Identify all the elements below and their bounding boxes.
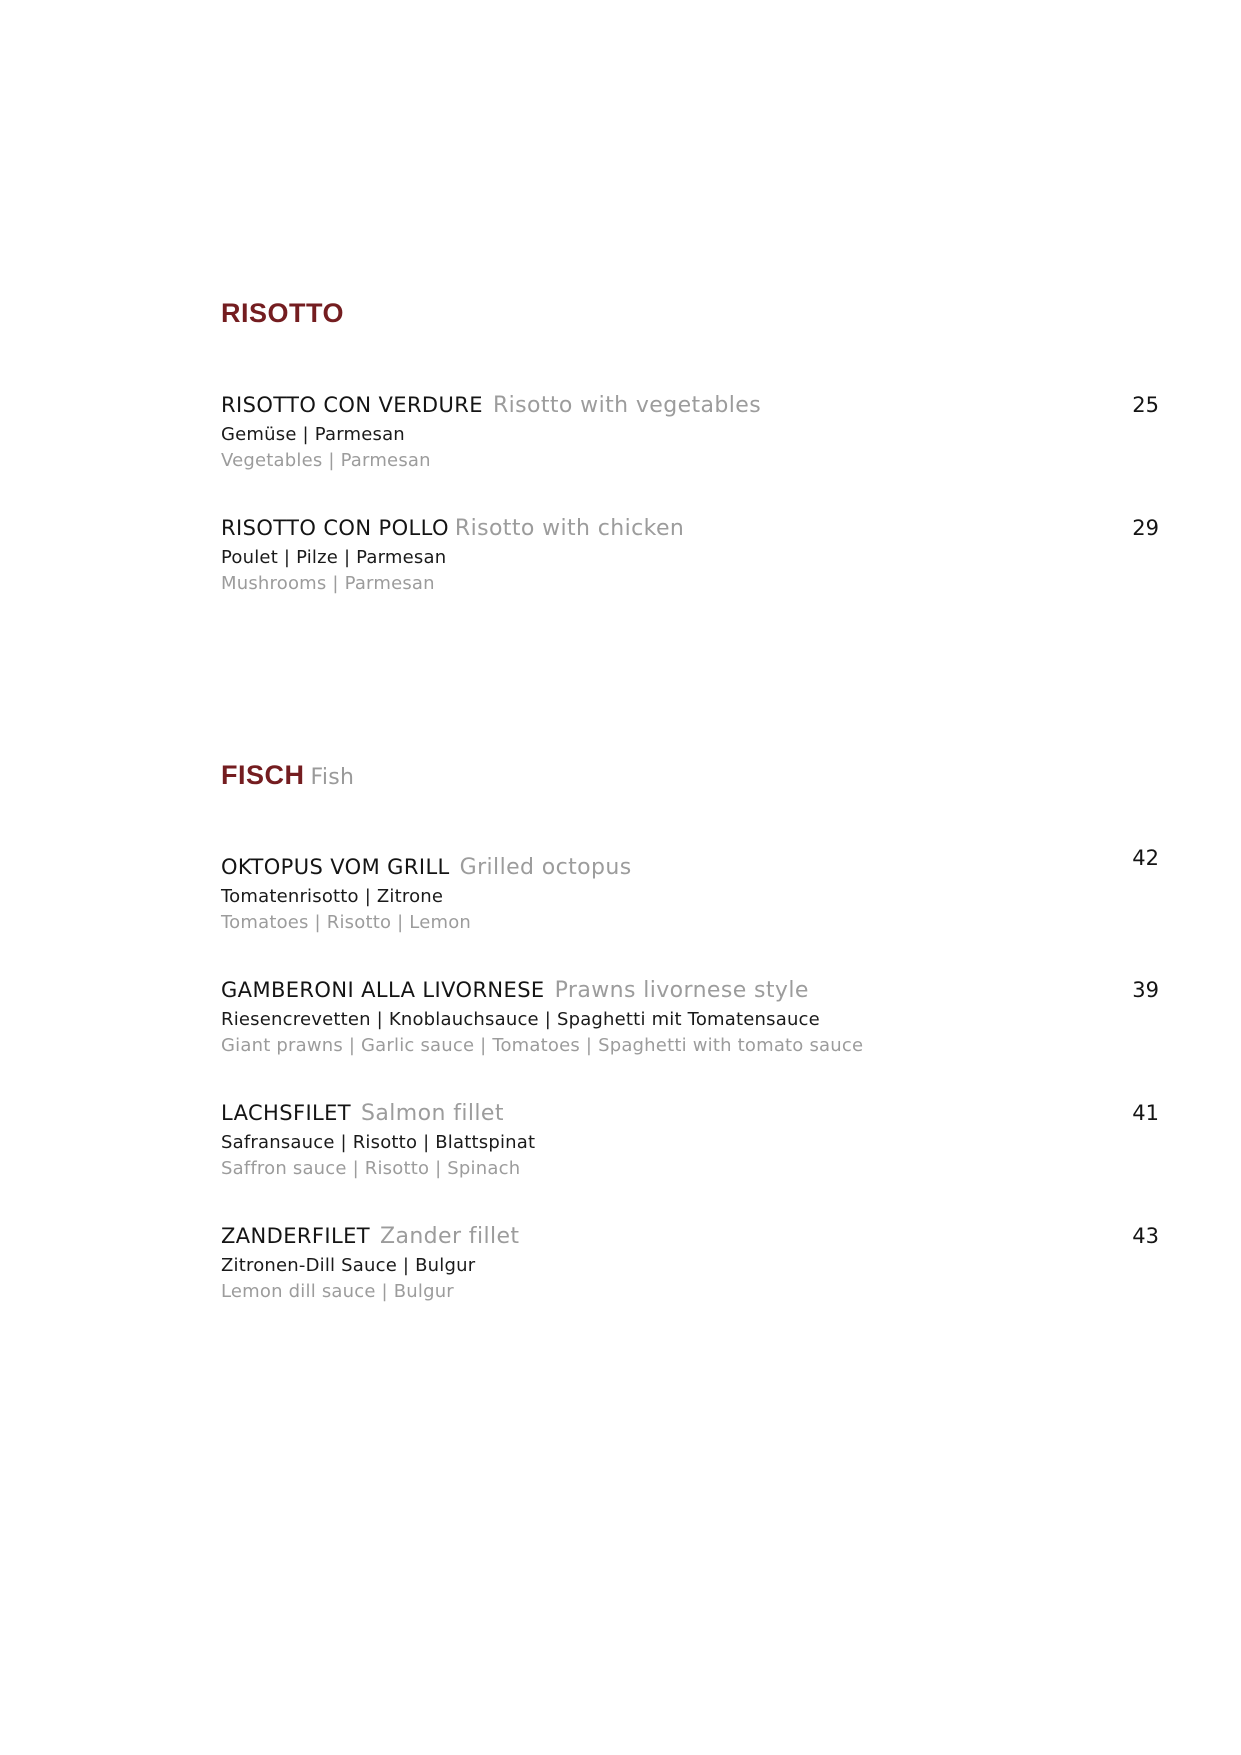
- item-name-english: Risotto with chicken: [454, 516, 685, 541]
- item-name: RISOTTO CON VERDURE: [221, 393, 483, 417]
- item-heading: [221, 852, 1161, 882]
- item-description-english: Tomatoes | Risotto | Lemon: [221, 912, 472, 933]
- item-description-german: Riesencrevetten | Knoblauchsauce | Spaghetti mit Tomatensauce: [221, 1009, 820, 1030]
- menu-item: [221, 390, 1161, 513]
- item-description-english: Saffron sauce | Risotto | Spinach: [221, 1158, 521, 1179]
- item-price: 29: [1132, 516, 1159, 540]
- section-title-text: RISOTTO: [221, 298, 345, 328]
- menu-item: [221, 975, 1161, 1098]
- item-name-english: Zander fillet: [379, 1224, 520, 1249]
- menu-item: [221, 1098, 1161, 1221]
- item-name-english: Grilled octopus: [459, 855, 632, 880]
- item-heading: [221, 390, 1161, 420]
- item-name: LACHSFILET: [221, 1101, 352, 1125]
- item-name-english: Salmon fillet: [361, 1101, 504, 1126]
- section-subtitle: Fish: [310, 765, 355, 790]
- item-heading: [221, 1098, 1161, 1128]
- item-price: 39: [1132, 978, 1159, 1002]
- menu-items: [221, 390, 1161, 636]
- menu-item: [221, 1221, 1161, 1344]
- item-description-german: Safransauce | Risotto | Blattspinat: [221, 1132, 536, 1153]
- section-title-text: FISCH: [221, 760, 305, 790]
- item-description-german: Poulet | Pilze | Parmesan: [221, 547, 447, 568]
- item-description-english: Vegetables | Parmesan: [221, 450, 431, 471]
- item-price: 25: [1132, 393, 1159, 417]
- menu-items: [221, 846, 1161, 1344]
- item-name-english: Risotto with vegetables: [492, 393, 762, 418]
- section-fisch: [221, 758, 1161, 1344]
- item-description-english: Mushrooms | Parmesan: [221, 573, 435, 594]
- item-heading: [221, 975, 1161, 1005]
- item-name-english: Prawns livornese style: [554, 978, 809, 1003]
- item-price: 42: [1132, 846, 1159, 870]
- menu-item: [221, 513, 1161, 636]
- section-risotto: [221, 296, 1161, 636]
- item-heading: [221, 513, 1161, 543]
- item-price: 41: [1132, 1101, 1159, 1125]
- section-title: [221, 758, 1161, 792]
- item-name: RISOTTO CON POLLO: [221, 516, 449, 540]
- item-description-german: Tomatenrisotto | Zitrone: [221, 886, 444, 907]
- menu-item: [221, 846, 1161, 975]
- section-title: [221, 296, 1161, 330]
- item-name: OKTOPUS VOM GRILL: [221, 855, 450, 879]
- item-description-german: Gemüse | Parmesan: [221, 424, 405, 445]
- item-heading: [221, 1221, 1161, 1251]
- item-name: ZANDERFILET: [221, 1224, 370, 1248]
- item-description-english: Lemon dill sauce | Bulgur: [221, 1281, 454, 1302]
- item-price: 43: [1132, 1224, 1159, 1248]
- item-description-english: Giant prawns | Garlic sauce | Tomatoes | Spaghetti with tomato sauce: [221, 1035, 864, 1056]
- item-description-german: Zitronen-Dill Sauce | Bulgur: [221, 1255, 476, 1276]
- item-name: GAMBERONI ALLA LIVORNESE: [221, 978, 545, 1002]
